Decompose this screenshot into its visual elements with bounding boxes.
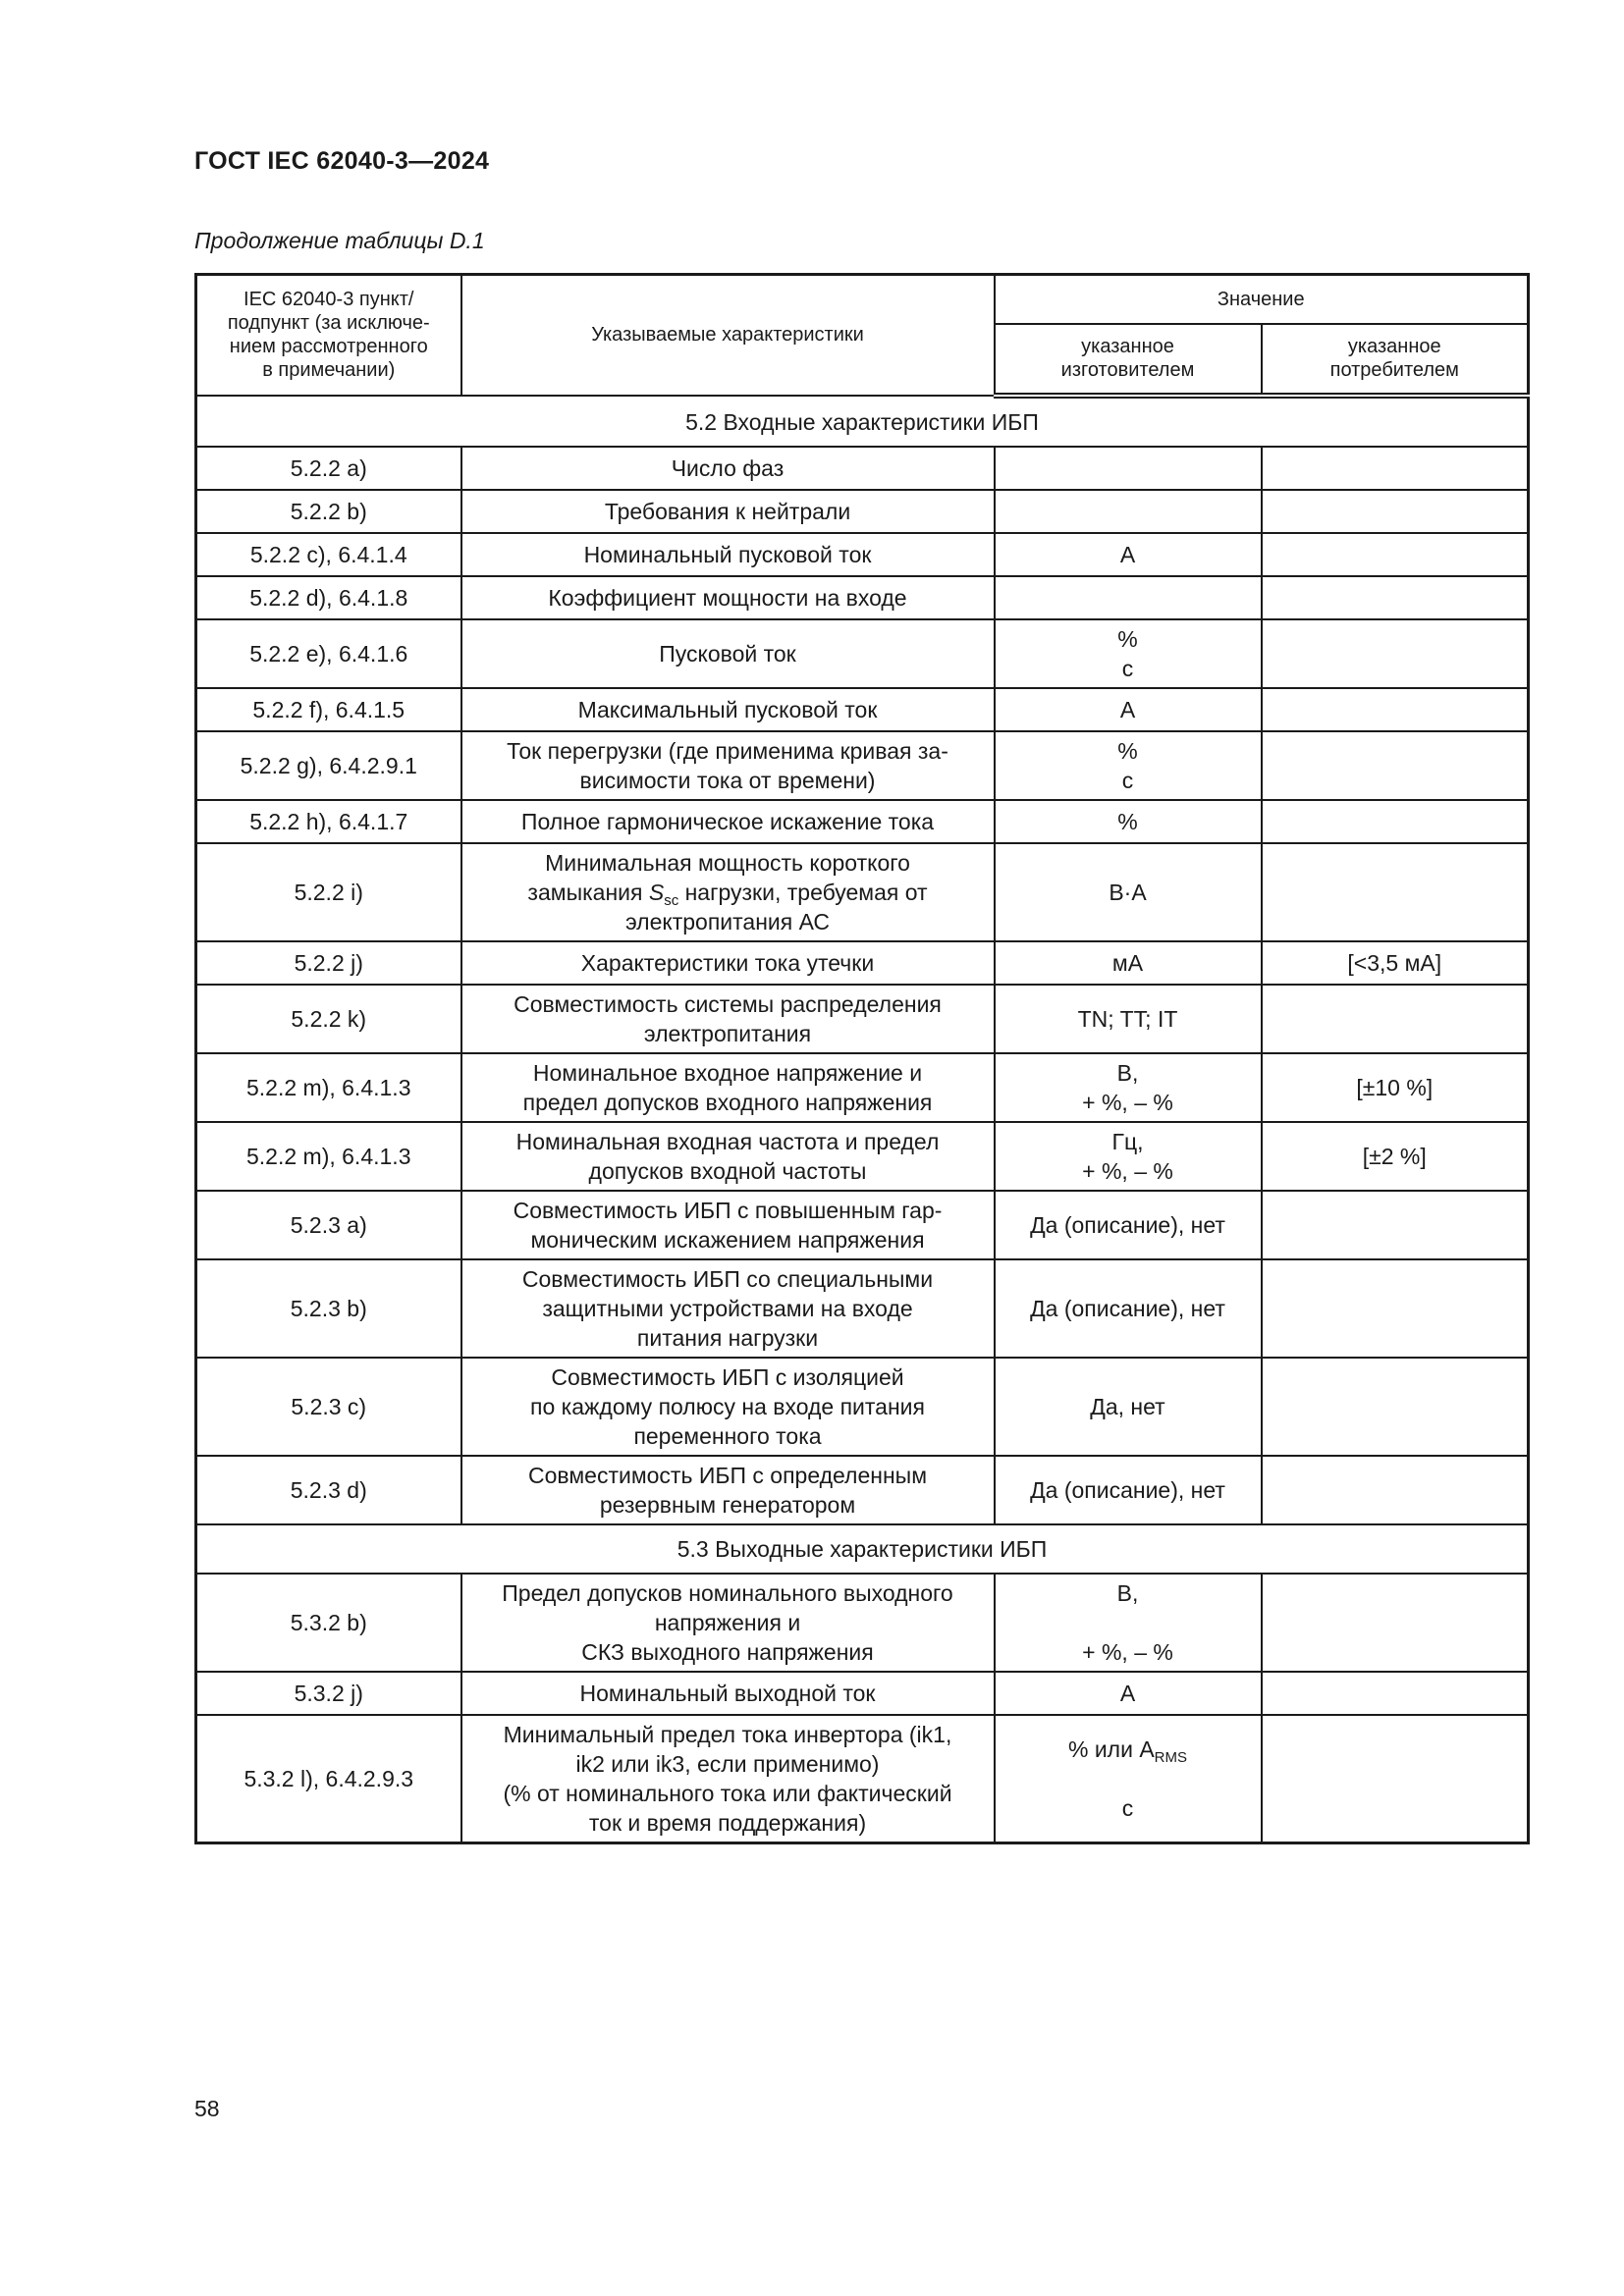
table-row bbox=[196, 688, 1529, 731]
clause-cell: 5.2.2 c), 6.4.1.4 bbox=[196, 533, 461, 576]
user-value-cell bbox=[1262, 985, 1529, 1053]
user-value-cell bbox=[1262, 1191, 1529, 1259]
manufacturer-value-cell: В·А bbox=[995, 843, 1262, 941]
characteristic-cell: Пусковой ток bbox=[461, 619, 995, 688]
characteristic-cell: Максимальный пусковой ток bbox=[461, 688, 995, 731]
table-row bbox=[196, 1259, 1529, 1358]
table-row bbox=[196, 619, 1529, 688]
manufacturer-value-cell: Да (описание), нет bbox=[995, 1456, 1262, 1524]
section-heading-input: 5.2 Входные характеристики ИБП bbox=[196, 396, 1529, 447]
user-value-cell bbox=[1262, 576, 1529, 619]
clause-cell: 5.3.2 l), 6.4.2.9.3 bbox=[196, 1715, 461, 1843]
user-value-cell bbox=[1262, 1456, 1529, 1524]
characteristic-cell: Число фаз bbox=[461, 447, 995, 490]
characteristic-cell: Номинальное входное напряжение и предел допусков входного напряжения bbox=[461, 1053, 995, 1122]
clause-cell: 5.2.2 b) bbox=[196, 490, 461, 533]
manufacturer-value-cell: А bbox=[995, 1672, 1262, 1715]
characteristic-cell: Предел допусков номинального выходного напряжения и СКЗ выходного напряжения bbox=[461, 1574, 995, 1672]
clause-cell: 5.2.2 h), 6.4.1.7 bbox=[196, 800, 461, 843]
manufacturer-value-cell bbox=[995, 576, 1262, 619]
manufacturer-value-cell bbox=[995, 447, 1262, 490]
manufacturer-value-cell: В, + %, – % bbox=[995, 1574, 1262, 1672]
manufacturer-value-cell: % bbox=[995, 800, 1262, 843]
table-row bbox=[196, 1715, 1529, 1843]
clause-cell: 5.2.2 m), 6.4.1.3 bbox=[196, 1122, 461, 1191]
table-row bbox=[196, 1574, 1529, 1672]
manufacturer-value-cell: % с bbox=[995, 731, 1262, 800]
table-row bbox=[196, 731, 1529, 800]
header-clause: IEC 62040-3 пункт/ подпункт (за исключе- нием рассмотренного в примечании) bbox=[196, 275, 461, 396]
table-row bbox=[196, 490, 1529, 533]
clause-cell: 5.2.2 e), 6.4.1.6 bbox=[196, 619, 461, 688]
characteristic-cell: Ток перегрузки (где применима кривая за- висимости тока от времени) bbox=[461, 731, 995, 800]
table-row bbox=[196, 1672, 1529, 1715]
table-row bbox=[196, 1358, 1529, 1456]
table-row bbox=[196, 447, 1529, 490]
characteristic-cell: Требования к нейтрали bbox=[461, 490, 995, 533]
characteristic-cell: Совместимость ИБП со специальными защитными устройствами на входе питания нагрузки bbox=[461, 1259, 995, 1358]
page-number: 58 bbox=[194, 2096, 220, 2121]
manufacturer-value-cell: мА bbox=[995, 941, 1262, 985]
clause-cell: 5.3.2 j) bbox=[196, 1672, 461, 1715]
manufacturer-value-cell: % или $A_{RMS}$ с bbox=[995, 1715, 1262, 1843]
characteristic-cell: Совместимость системы распределения электропитания bbox=[461, 985, 995, 1053]
characteristic-cell: Номинальный пусковой ток bbox=[461, 533, 995, 576]
clause-cell: 5.2.2 j) bbox=[196, 941, 461, 985]
manufacturer-value-cell: Да (описание), нет bbox=[995, 1259, 1262, 1358]
manufacturer-value-cell bbox=[995, 490, 1262, 533]
user-value-cell bbox=[1262, 1672, 1529, 1715]
table-row bbox=[196, 843, 1529, 941]
table-row bbox=[196, 576, 1529, 619]
table-row bbox=[196, 941, 1529, 985]
characteristic-cell: Совместимость ИБП с повышенным гар- моническим искажением напряжения bbox=[461, 1191, 995, 1259]
user-value-cell bbox=[1262, 731, 1529, 800]
characteristic-cell: Минимальная мощность короткого замыкания $S_{sc}$ нагрузки, требуемая от электропитания АС bbox=[461, 843, 995, 941]
user-value-cell bbox=[1262, 843, 1529, 941]
characteristic-cell: Номинальная входная частота и предел допусков входной частоты bbox=[461, 1122, 995, 1191]
clause-cell: 5.2.3 d) bbox=[196, 1456, 461, 1524]
header-value-group: Значение bbox=[995, 275, 1529, 324]
table-row bbox=[196, 1122, 1529, 1191]
user-value-cell: [<3,5 мА] bbox=[1262, 941, 1529, 985]
table-row bbox=[196, 1053, 1529, 1122]
manufacturer-value-cell: А bbox=[995, 688, 1262, 731]
user-value-cell bbox=[1262, 1715, 1529, 1843]
section-heading-output: 5.3 Выходные характеристики ИБП bbox=[196, 1524, 1529, 1574]
manufacturer-value-cell: Да (описание), нет bbox=[995, 1191, 1262, 1259]
clause-cell: 5.2.2 a) bbox=[196, 447, 461, 490]
characteristic-cell: Минимальный предел тока инвертора (ik1, ik2 или ik3, если применимо) (% от номинального тока или фактический ток и время поддержания) bbox=[461, 1715, 995, 1843]
table-row bbox=[196, 800, 1529, 843]
manufacturer-value-cell: % с bbox=[995, 619, 1262, 688]
manufacturer-value-cell: В, + %, – % bbox=[995, 1053, 1262, 1122]
clause-cell: 5.2.2 m), 6.4.1.3 bbox=[196, 1053, 461, 1122]
clause-cell: 5.2.2 d), 6.4.1.8 bbox=[196, 576, 461, 619]
clause-cell: 5.2.2 f), 6.4.1.5 bbox=[196, 688, 461, 731]
user-value-cell bbox=[1262, 1574, 1529, 1672]
manufacturer-value-cell: TN; TT; IT bbox=[995, 985, 1262, 1053]
header-characteristic: Указываемые характеристики bbox=[461, 275, 995, 396]
characteristics-table bbox=[194, 273, 1530, 1844]
clause-cell: 5.2.2 k) bbox=[196, 985, 461, 1053]
clause-cell: 5.2.2 g), 6.4.2.9.1 bbox=[196, 731, 461, 800]
user-value-cell bbox=[1262, 490, 1529, 533]
clause-cell: 5.2.3 c) bbox=[196, 1358, 461, 1456]
user-value-cell bbox=[1262, 533, 1529, 576]
characteristic-cell: Полное гармоническое искажение тока bbox=[461, 800, 995, 843]
clause-cell: 5.2.3 a) bbox=[196, 1191, 461, 1259]
user-value-cell: [±2 %] bbox=[1262, 1122, 1529, 1191]
user-value-cell bbox=[1262, 619, 1529, 688]
table-row bbox=[196, 533, 1529, 576]
user-value-cell bbox=[1262, 447, 1529, 490]
clause-cell: 5.3.2 b) bbox=[196, 1574, 461, 1672]
header-manufacturer: указанное изготовителем bbox=[995, 324, 1262, 396]
manufacturer-value-cell: А bbox=[995, 533, 1262, 576]
characteristic-cell: Совместимость ИБП с изоляцией по каждому полюсу на входе питания переменного тока bbox=[461, 1358, 995, 1456]
characteristic-cell: Номинальный выходной ток bbox=[461, 1672, 995, 1715]
table-row bbox=[196, 985, 1529, 1053]
table-row bbox=[196, 1191, 1529, 1259]
document-title: ГОСТ IEC 62040-3—2024 bbox=[194, 147, 490, 175]
table-row bbox=[196, 1456, 1529, 1524]
characteristic-cell: Характеристики тока утечки bbox=[461, 941, 995, 985]
characteristic-cell: Коэффициент мощности на входе bbox=[461, 576, 995, 619]
clause-cell: 5.2.3 b) bbox=[196, 1259, 461, 1358]
user-value-cell: [±10 %] bbox=[1262, 1053, 1529, 1122]
user-value-cell bbox=[1262, 800, 1529, 843]
user-value-cell bbox=[1262, 1259, 1529, 1358]
user-value-cell bbox=[1262, 688, 1529, 731]
header-user: указанное потребителем bbox=[1262, 324, 1529, 396]
user-value-cell bbox=[1262, 1358, 1529, 1456]
characteristic-cell: Совместимость ИБП с определенным резервным генератором bbox=[461, 1456, 995, 1524]
table-caption: Продолжение таблицы D.1 bbox=[194, 228, 485, 253]
clause-cell: 5.2.2 i) bbox=[196, 843, 461, 941]
manufacturer-value-cell: Да, нет bbox=[995, 1358, 1262, 1456]
manufacturer-value-cell: Гц, + %, – % bbox=[995, 1122, 1262, 1191]
